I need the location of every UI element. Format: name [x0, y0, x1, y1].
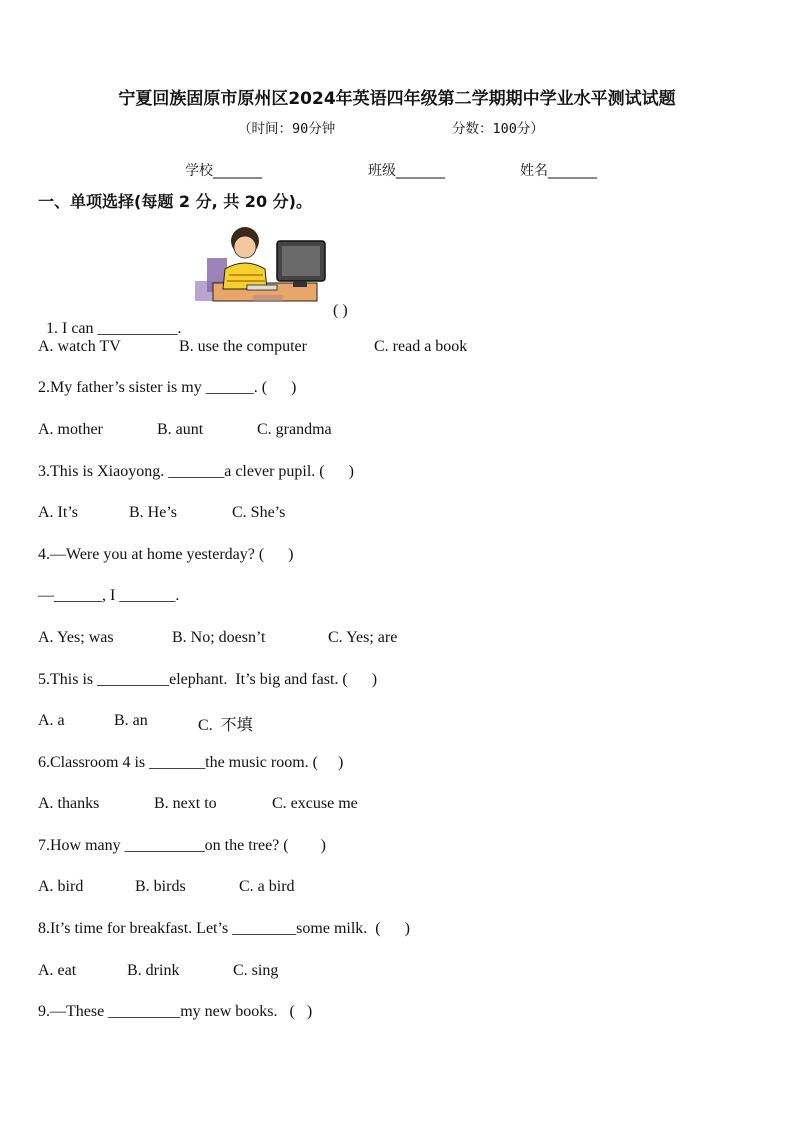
question-4-answer-line: —______, I _______.: [38, 587, 180, 604]
question-7-stem: 7.How many __________on the tree? ( ): [38, 837, 326, 854]
question-9-stem: 9.—These _________my new books. ( ): [38, 1003, 313, 1020]
option-c: C. excuse me: [272, 795, 358, 812]
option-c: C. sing: [233, 962, 279, 979]
question-8-options: [38, 962, 738, 984]
option-a: A. bird: [38, 878, 84, 895]
question-2-stem: 2.My father’s sister is my ______. ( ): [38, 379, 297, 396]
question-6-stem: 6.Classroom 4 is _______the music room. ( ): [38, 754, 344, 771]
option-b: B. use the computer: [179, 338, 307, 355]
option-b: B. an: [114, 712, 148, 729]
option-a: A. a: [38, 712, 65, 729]
section-heading: 一、单项选择(每题 2 分, 共 20 分)。: [38, 192, 312, 211]
option-b: B. aunt: [157, 421, 204, 438]
option-c: C. grandma: [257, 421, 332, 438]
question-1-answer-paren: ( ): [333, 302, 348, 319]
option-a: A. It’s: [38, 504, 78, 521]
exam-time: （时间：90分钟: [238, 121, 336, 137]
option-a: A. Yes; was: [38, 629, 114, 646]
option-c: C. Yes; are: [328, 629, 398, 646]
question-2-options: [38, 421, 738, 443]
option-b: B. next to: [154, 795, 217, 812]
option-b: B. He’s: [129, 504, 177, 521]
question-5-options: [38, 712, 738, 734]
question-1-options: [38, 338, 738, 360]
name-field: 姓名_______: [520, 163, 597, 179]
question-4-stem: 4.—Were you at home yesterday? ( ): [38, 546, 294, 563]
page-title: 宁夏回族固原市原州区2024年英语四年级第二学期期中学业水平测试试题: [118, 89, 676, 109]
question-5-stem: 5.This is _________elephant. It’s big and fast. ( ): [38, 671, 378, 688]
option-b: B. No; doesn’t: [172, 629, 266, 646]
option-a: A. watch TV: [38, 338, 121, 355]
option-a: A. mother: [38, 421, 103, 438]
question-7-options: [38, 878, 738, 900]
question-4-options: [38, 629, 738, 651]
school-field: 学校_______: [185, 163, 262, 179]
option-c: C. She’s: [232, 504, 286, 521]
option-c: C. read a book: [374, 338, 468, 355]
question-8-stem: 8.It’s time for breakfast. Let’s ________some milk. ( ): [38, 920, 410, 937]
option-b: B. drink: [127, 962, 180, 979]
option-b: B. birds: [135, 878, 186, 895]
question-1-stem: 1. I can __________.: [46, 320, 182, 337]
question-1: [38, 302, 182, 338]
question-3-stem: 3.This is Xiaoyong. _______a clever pupil. ( ): [38, 463, 354, 480]
option-c: C. a bird: [239, 878, 295, 895]
option-a: A. thanks: [38, 795, 100, 812]
option-a: A. eat: [38, 962, 77, 979]
class-field: 班级_______: [368, 163, 445, 179]
question-3-options: [38, 504, 738, 526]
exam-score: 分数：100分）: [452, 121, 544, 137]
question-6-options: [38, 795, 738, 817]
boy-computer-illustration: [193, 223, 335, 307]
option-c: C. 不填: [198, 717, 253, 734]
